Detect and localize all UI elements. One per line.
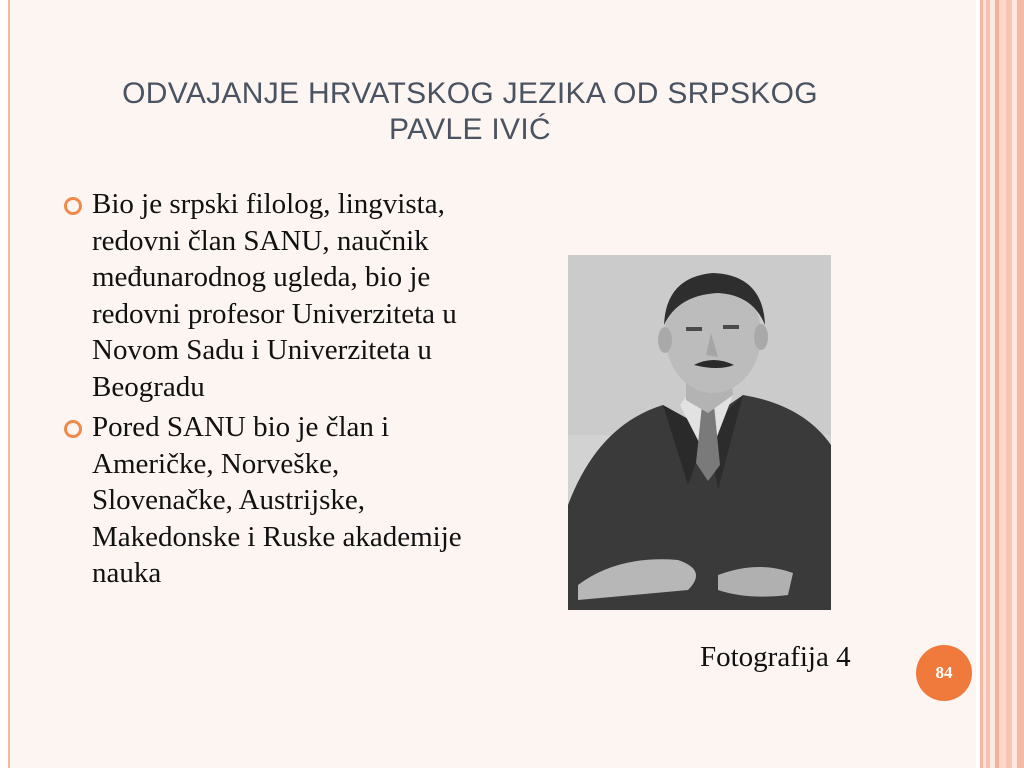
bullet-list [62,186,462,596]
title-line-1: ODVAJANJE HRVATSKOG JEZIKA OD SRPSKOG [122,77,818,110]
slide-title [60,76,880,148]
ring-bullet-icon [64,197,82,215]
bullet-text: Bio je srpski filolog, lingvista, redovni član SANU, naučnik međunarodnog ugleda, bio je redovni profesor Univerziteta u Novom Sadu i Univerziteta u Beogradu [92,188,457,403]
bullet-text: Pored SANU bio je član i Američke, Norveške, Slovenačke, Austrijske, Makedonske i Ruske akademije nauka [92,411,462,589]
photo-caption: Fotografija 4 [700,641,851,673]
decorative-stripes [976,0,1024,768]
bullet-item [62,409,462,592]
title-line-2: PAVLE IVIĆ [389,113,551,146]
page-number-badge: 84 [916,645,972,701]
portrait-photo [568,255,831,610]
bullet-item [62,186,462,405]
ring-bullet-icon [64,420,82,438]
